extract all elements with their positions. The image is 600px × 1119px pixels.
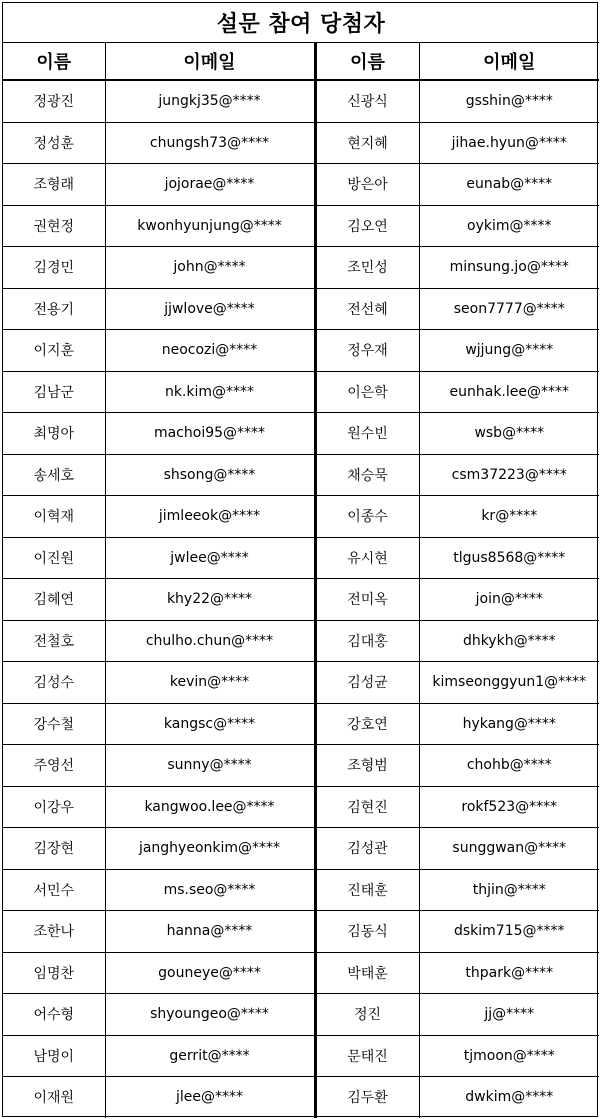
winner-email-right: dwkim@**** bbox=[419, 1077, 599, 1118]
table-row bbox=[3, 703, 599, 745]
table-row bbox=[3, 454, 599, 496]
winner-email-left: shsong@**** bbox=[105, 454, 315, 496]
winner-name-left: 이재원 bbox=[3, 1077, 105, 1118]
winner-name-right: 김동식 bbox=[315, 911, 419, 953]
winner-name-left: 서민수 bbox=[3, 869, 105, 911]
winner-name-right: 원수빈 bbox=[315, 413, 419, 455]
winner-name-right: 신광식 bbox=[315, 80, 419, 122]
winner-email-left: khy22@**** bbox=[105, 579, 315, 621]
winner-name-right: 정진 bbox=[315, 994, 419, 1036]
winner-name-left: 어수형 bbox=[3, 994, 105, 1036]
winner-email-right: csm37223@**** bbox=[419, 454, 599, 496]
winner-name-right: 강호연 bbox=[315, 703, 419, 745]
winner-name-right: 이종수 bbox=[315, 496, 419, 538]
table-body bbox=[3, 80, 599, 1118]
table-row bbox=[3, 952, 599, 994]
winner-email-left: jungkj35@**** bbox=[105, 80, 315, 122]
winner-name-right: 정우재 bbox=[315, 330, 419, 372]
table-row bbox=[3, 413, 599, 455]
header-name-left: 이름 bbox=[3, 43, 105, 81]
winner-email-right: oykim@**** bbox=[419, 205, 599, 247]
winner-name-right: 조형범 bbox=[315, 745, 419, 787]
winner-name-left: 김장현 bbox=[3, 828, 105, 870]
winner-name-left: 김남군 bbox=[3, 371, 105, 413]
winners-table bbox=[3, 3, 599, 1118]
winner-email-left: shyoungeo@**** bbox=[105, 994, 315, 1036]
winner-name-right: 이은학 bbox=[315, 371, 419, 413]
header-email-right: 이메일 bbox=[419, 43, 599, 81]
table-row bbox=[3, 205, 599, 247]
winner-email-right: kr@**** bbox=[419, 496, 599, 538]
winner-name-left: 전철호 bbox=[3, 620, 105, 662]
table-row bbox=[3, 620, 599, 662]
winner-name-right: 방은아 bbox=[315, 164, 419, 206]
table-row bbox=[3, 828, 599, 870]
winner-email-left: jimleeok@**** bbox=[105, 496, 315, 538]
winner-email-right: minsung.jo@**** bbox=[419, 247, 599, 289]
winner-name-right: 박태훈 bbox=[315, 952, 419, 994]
winner-email-left: nk.kim@**** bbox=[105, 371, 315, 413]
winner-name-right: 김오연 bbox=[315, 205, 419, 247]
winner-name-right: 김대홍 bbox=[315, 620, 419, 662]
winner-email-left: kangsc@**** bbox=[105, 703, 315, 745]
winner-name-left: 임명찬 bbox=[3, 952, 105, 994]
winners-table-frame bbox=[2, 2, 598, 1117]
table-row bbox=[3, 869, 599, 911]
winner-name-left: 이혁재 bbox=[3, 496, 105, 538]
winner-name-left: 김경민 bbox=[3, 247, 105, 289]
winner-email-right: hykang@**** bbox=[419, 703, 599, 745]
table-title: 설문 참여 당첨자 bbox=[3, 3, 599, 43]
winner-email-left: chungsh73@**** bbox=[105, 122, 315, 164]
winner-name-left: 김혜연 bbox=[3, 579, 105, 621]
winner-email-left: jwlee@**** bbox=[105, 537, 315, 579]
table-row bbox=[3, 537, 599, 579]
winner-email-right: eunhak.lee@**** bbox=[419, 371, 599, 413]
winner-name-right: 문태진 bbox=[315, 1035, 419, 1077]
table-row bbox=[3, 745, 599, 787]
winner-name-left: 최명아 bbox=[3, 413, 105, 455]
title-row bbox=[3, 3, 599, 43]
winner-email-left: janghyeonkim@**** bbox=[105, 828, 315, 870]
winner-email-right: wjjung@**** bbox=[419, 330, 599, 372]
table-row bbox=[3, 80, 599, 122]
winner-email-left: kevin@**** bbox=[105, 662, 315, 704]
winner-email-right: jj@**** bbox=[419, 994, 599, 1036]
winner-email-left: machoi95@**** bbox=[105, 413, 315, 455]
winner-email-left: jojorae@**** bbox=[105, 164, 315, 206]
table-row bbox=[3, 786, 599, 828]
winner-name-right: 김성관 bbox=[315, 828, 419, 870]
winner-email-left: hanna@**** bbox=[105, 911, 315, 953]
winner-email-right: eunab@**** bbox=[419, 164, 599, 206]
winner-name-right: 김두환 bbox=[315, 1077, 419, 1118]
winner-email-left: jjwlove@**** bbox=[105, 288, 315, 330]
winner-name-right: 유시현 bbox=[315, 537, 419, 579]
winner-email-right: dskim715@**** bbox=[419, 911, 599, 953]
winner-name-left: 권현정 bbox=[3, 205, 105, 247]
table-row bbox=[3, 496, 599, 538]
winner-name-left: 정성훈 bbox=[3, 122, 105, 164]
header-name-right: 이름 bbox=[315, 43, 419, 81]
winner-name-left: 남명이 bbox=[3, 1035, 105, 1077]
table-row bbox=[3, 662, 599, 704]
winner-email-right: tlgus8568@**** bbox=[419, 537, 599, 579]
winner-name-left: 이강우 bbox=[3, 786, 105, 828]
winner-email-right: kimseonggyun1@**** bbox=[419, 662, 599, 704]
winner-name-right: 현지혜 bbox=[315, 122, 419, 164]
winner-email-left: gerrit@**** bbox=[105, 1035, 315, 1077]
winner-email-left: john@**** bbox=[105, 247, 315, 289]
table-row bbox=[3, 994, 599, 1036]
winner-email-right: chohb@**** bbox=[419, 745, 599, 787]
winner-name-left: 조한나 bbox=[3, 911, 105, 953]
winner-name-left: 조형래 bbox=[3, 164, 105, 206]
winner-name-left: 김성수 bbox=[3, 662, 105, 704]
table-row bbox=[3, 288, 599, 330]
table-row bbox=[3, 247, 599, 289]
winner-name-left: 이지훈 bbox=[3, 330, 105, 372]
winner-email-left: jlee@**** bbox=[105, 1077, 315, 1118]
winner-email-right: sunggwan@**** bbox=[419, 828, 599, 870]
winner-email-right: seon7777@**** bbox=[419, 288, 599, 330]
header-email-left: 이메일 bbox=[105, 43, 315, 81]
winner-email-left: chulho.chun@**** bbox=[105, 620, 315, 662]
winner-name-left: 정광진 bbox=[3, 80, 105, 122]
table-row bbox=[3, 1035, 599, 1077]
winner-name-left: 강수철 bbox=[3, 703, 105, 745]
winner-name-left: 송세호 bbox=[3, 454, 105, 496]
header-row bbox=[3, 43, 599, 81]
winner-name-right: 채승묵 bbox=[315, 454, 419, 496]
winner-email-left: sunny@**** bbox=[105, 745, 315, 787]
table-row bbox=[3, 579, 599, 621]
winner-name-right: 김현진 bbox=[315, 786, 419, 828]
winner-name-right: 전미옥 bbox=[315, 579, 419, 621]
table-row bbox=[3, 371, 599, 413]
table-row bbox=[3, 330, 599, 372]
winner-email-right: tjmoon@**** bbox=[419, 1035, 599, 1077]
winner-email-right: rokf523@**** bbox=[419, 786, 599, 828]
winner-email-right: dhkykh@**** bbox=[419, 620, 599, 662]
winner-name-left: 주영선 bbox=[3, 745, 105, 787]
winner-email-right: thjin@**** bbox=[419, 869, 599, 911]
winner-email-right: gsshin@**** bbox=[419, 80, 599, 122]
winner-email-right: jihae.hyun@**** bbox=[419, 122, 599, 164]
table-row bbox=[3, 164, 599, 206]
winner-email-right: thpark@**** bbox=[419, 952, 599, 994]
winner-name-right: 김성균 bbox=[315, 662, 419, 704]
winner-email-left: kangwoo.lee@**** bbox=[105, 786, 315, 828]
winner-name-left: 이진원 bbox=[3, 537, 105, 579]
winner-email-right: wsb@**** bbox=[419, 413, 599, 455]
winner-email-left: neocozi@**** bbox=[105, 330, 315, 372]
table-row bbox=[3, 911, 599, 953]
winner-email-left: kwonhyunjung@**** bbox=[105, 205, 315, 247]
table-row bbox=[3, 122, 599, 164]
table-row bbox=[3, 1077, 599, 1118]
winner-email-left: gouneye@**** bbox=[105, 952, 315, 994]
winner-email-right: join@**** bbox=[419, 579, 599, 621]
winner-name-right: 진태훈 bbox=[315, 869, 419, 911]
winner-name-left: 전용기 bbox=[3, 288, 105, 330]
winner-name-right: 조민성 bbox=[315, 247, 419, 289]
winner-name-right: 전선혜 bbox=[315, 288, 419, 330]
winner-email-left: ms.seo@**** bbox=[105, 869, 315, 911]
